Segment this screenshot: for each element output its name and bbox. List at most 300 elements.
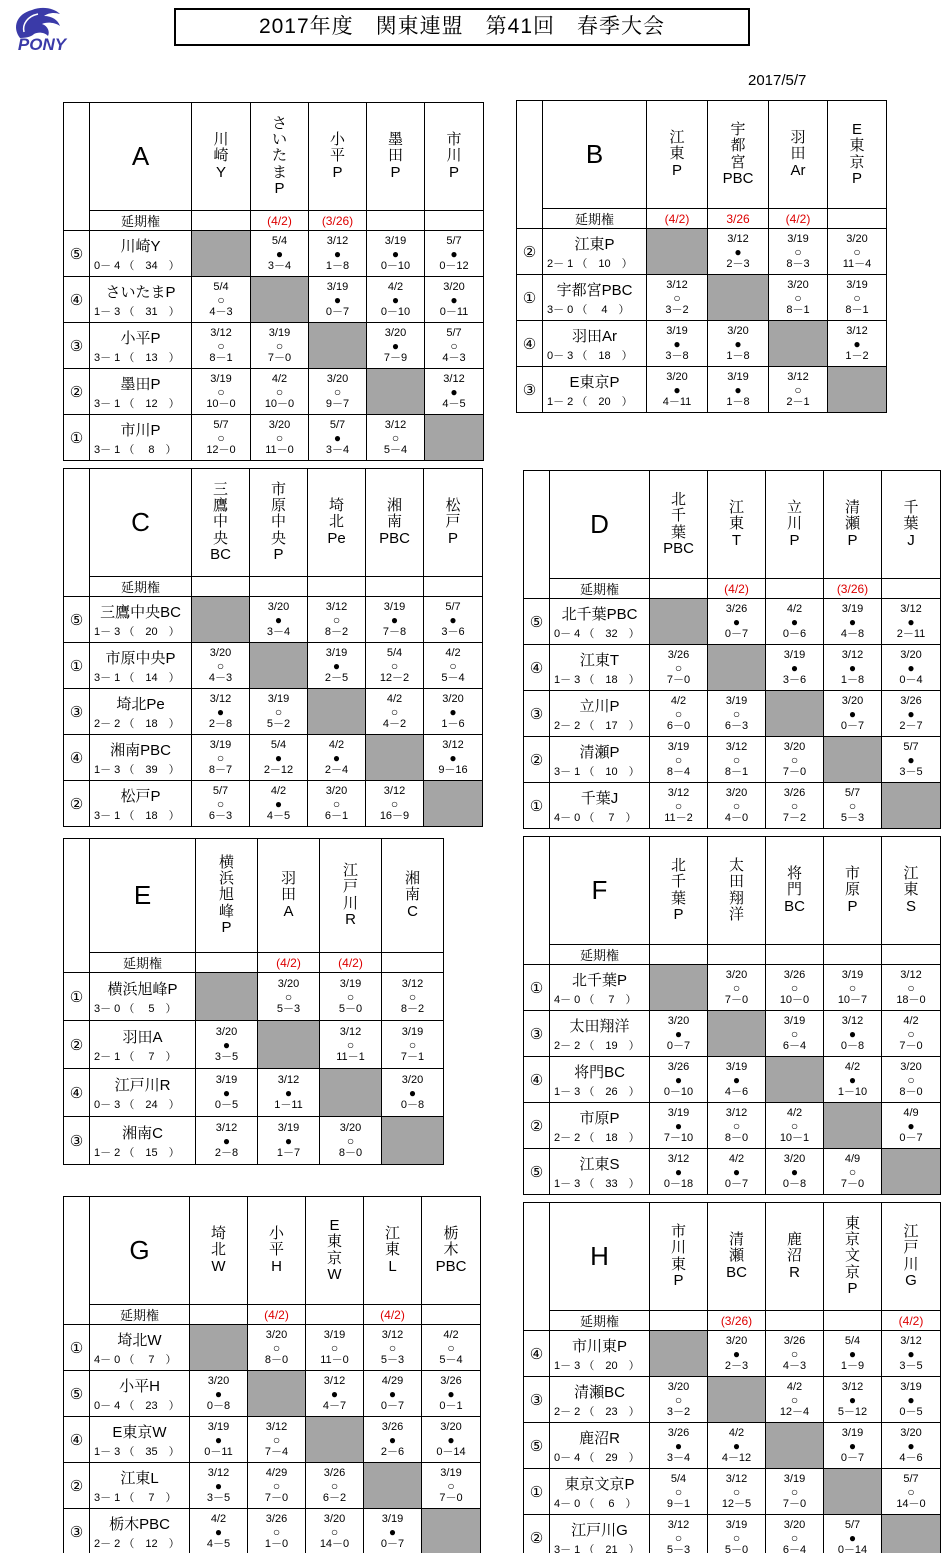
match-date: 3/19 <box>339 978 362 990</box>
match-score: 2－3 <box>726 257 750 270</box>
loss-mark: ● <box>732 1438 741 1453</box>
loss-mark: ● <box>907 706 915 721</box>
opponent-header <box>766 471 824 579</box>
match-date: 3/20 <box>900 649 922 661</box>
opponent-header <box>192 469 250 577</box>
match-score: 1－8 <box>840 673 865 686</box>
self-match-cell <box>824 1469 882 1515</box>
enki-row <box>64 953 444 973</box>
win-mark: ○ <box>272 1524 281 1539</box>
match-result <box>647 321 708 367</box>
self-match-cell <box>766 1423 824 1469</box>
win-mark: ○ <box>732 798 741 813</box>
win-mark: ○ <box>907 1072 915 1087</box>
match-date: 3/19 <box>783 1473 806 1485</box>
loss-mark: ● <box>216 704 225 719</box>
loss-mark: ● <box>388 1432 397 1447</box>
match-date: 3/26 <box>725 603 748 615</box>
self-match-cell <box>824 1103 882 1149</box>
match-result <box>824 1057 882 1103</box>
rank-mark: ④ <box>64 1069 90 1117</box>
loss-mark: ● <box>734 244 742 259</box>
self-match-cell <box>422 1509 481 1553</box>
enki-value <box>882 579 941 599</box>
self-match-cell <box>766 1057 824 1103</box>
match-score: 8－0 <box>338 1146 363 1159</box>
match-score: 4－3 <box>209 305 233 318</box>
team-record: 3－ 1 （ 10 ） <box>554 766 640 778</box>
match-date: 3/12 <box>384 419 407 431</box>
group-letter: H <box>550 1203 650 1311</box>
team-name: E東京P <box>569 374 620 391</box>
loss-mark: ● <box>848 614 857 629</box>
self-match-cell <box>824 737 882 783</box>
rank-mark: ③ <box>64 1509 90 1553</box>
match-score: 4－3 <box>442 351 466 364</box>
match-result <box>766 737 824 783</box>
team-row <box>524 1515 941 1553</box>
match-score: 16－9 <box>379 809 410 822</box>
match-date: 3/26 <box>323 1467 346 1479</box>
loss-mark: ● <box>447 1386 455 1401</box>
match-result <box>422 1325 481 1371</box>
match-score: 7－0 <box>782 765 807 778</box>
team-record: 2－ 1 （ 10 ） <box>547 258 633 270</box>
loss-mark: ● <box>907 1346 915 1361</box>
opponent-name: 宇 都 宮 PBC <box>722 121 754 187</box>
match-result <box>650 737 708 783</box>
match-score: 6－4 <box>782 1543 807 1553</box>
enki-value: (4/2) <box>882 1311 941 1331</box>
match-result <box>248 1509 306 1553</box>
team-row <box>517 321 887 367</box>
match-date: 3/12 <box>667 1153 690 1165</box>
team-record: 4－ 0 （ 6 ） <box>554 1498 637 1510</box>
match-score: 7－9 <box>383 351 408 364</box>
match-result <box>190 1371 248 1417</box>
match-score: 9－1 <box>666 1497 691 1510</box>
match-date: 3/19 <box>323 1329 346 1341</box>
match-date: 3/20 <box>215 1026 238 1038</box>
win-mark: ○ <box>853 244 861 259</box>
rank-mark: ② <box>64 1463 90 1509</box>
team-cell <box>550 783 650 829</box>
match-date: 3/19 <box>215 1074 238 1086</box>
match-result <box>425 369 484 415</box>
win-mark: ○ <box>330 1340 339 1355</box>
match-result <box>251 323 309 369</box>
win-mark: ○ <box>673 290 681 305</box>
header-row <box>64 839 444 953</box>
match-score: 0－10 <box>380 305 411 318</box>
match-date: 3/26 <box>667 1427 690 1439</box>
team-name: 江東T <box>579 652 620 669</box>
team-name: 羽田A <box>122 1029 163 1046</box>
blank-cell <box>524 837 550 965</box>
enki-row <box>64 577 483 597</box>
match-score: 14－0 <box>319 1537 350 1550</box>
match-result <box>708 229 769 275</box>
team-record: 4－ 0 （ 7 ） <box>554 812 637 824</box>
opponent-name: さ い た ま P <box>271 115 287 197</box>
team-record: 1－ 3 （ 33 ） <box>554 1178 640 1190</box>
rank-mark: ① <box>524 965 550 1011</box>
match-date: 4/2 <box>670 695 687 707</box>
match-score: 11－0 <box>320 1353 349 1366</box>
opponent-header <box>766 1203 824 1311</box>
match-score: 12－2 <box>379 671 410 684</box>
match-date: 3/20 <box>783 1153 806 1165</box>
opponent-name: 江 戸 川 R <box>342 862 358 928</box>
win-mark: ○ <box>790 1530 799 1545</box>
loss-mark: ● <box>284 1085 293 1100</box>
opponent-header <box>190 1197 248 1305</box>
match-date: 4/2 <box>728 1153 745 1165</box>
match-score: 12－5 <box>721 1497 752 1510</box>
match-score: 11－1 <box>336 1050 365 1063</box>
team-name: 江東L <box>120 1470 159 1487</box>
enki-label: 延期権 <box>90 577 192 597</box>
match-date: 5/7 <box>844 787 861 799</box>
team-name: 江戸川R <box>114 1077 171 1094</box>
opponent-header <box>708 101 769 209</box>
match-score: 0－7 <box>380 1399 405 1412</box>
self-match-cell <box>882 1515 941 1553</box>
group-letter: F <box>550 837 650 945</box>
team-cell <box>90 1371 190 1417</box>
match-result <box>766 1515 824 1553</box>
match-score: 4－11 <box>662 395 692 408</box>
match-score: 1－8 <box>325 259 350 272</box>
match-date: 3/26 <box>667 649 690 661</box>
loss-mark: ● <box>790 660 799 675</box>
match-score: 5－3 <box>276 1002 301 1015</box>
match-result <box>192 277 251 323</box>
win-mark: ○ <box>853 290 861 305</box>
win-mark: ○ <box>907 1484 915 1499</box>
win-mark: ○ <box>732 980 741 995</box>
team-record: 2－ 1 （ 7 ） <box>94 1051 177 1063</box>
match-date: 3/26 <box>381 1421 404 1433</box>
self-match-cell <box>309 323 367 369</box>
match-score: 8－7 <box>208 763 233 776</box>
match-result <box>828 229 887 275</box>
team-cell <box>550 1149 650 1195</box>
match-score: 2－4 <box>324 763 349 776</box>
match-date: 3/19 <box>277 1122 300 1134</box>
opponent-name: 湘 南 C <box>404 870 420 920</box>
team-record: 2－ 2 （ 23 ） <box>554 1406 640 1418</box>
match-score: 7－0 <box>899 1039 923 1052</box>
team-name: 将門BC <box>574 1064 625 1081</box>
match-result <box>422 1417 481 1463</box>
match-score: 0－14 <box>837 1543 868 1553</box>
match-date: 3/20 <box>725 1335 748 1347</box>
group-letter: A <box>90 103 192 211</box>
match-score: 7－0 <box>782 1497 807 1510</box>
loss-mark: ● <box>907 1118 915 1133</box>
match-score: 10－0 <box>264 397 295 410</box>
blank-cell <box>64 839 90 973</box>
win-mark: ○ <box>907 1026 915 1041</box>
match-score: 2－3 <box>724 1359 749 1372</box>
team-record: 0－ 4 （ 23 ） <box>94 1400 180 1412</box>
match-score: 3－5 <box>899 765 923 778</box>
team-name: 湘南C <box>122 1125 163 1142</box>
team-cell <box>90 1021 196 1069</box>
loss-mark: ● <box>274 796 283 811</box>
enki-label: 延期権 <box>550 1311 650 1331</box>
match-score: 4－3 <box>208 671 233 684</box>
match-score: 10－0 <box>779 993 810 1006</box>
match-result <box>251 369 309 415</box>
header-row <box>64 103 484 211</box>
opponent-header <box>251 103 309 211</box>
win-mark: ○ <box>275 338 284 353</box>
rank-mark: ⑤ <box>64 597 90 643</box>
opponent-name: 埼 北 Pe <box>327 497 346 547</box>
match-score: 1－8 <box>726 395 750 408</box>
standings-table <box>63 838 444 1165</box>
opponent-header <box>882 1203 941 1311</box>
match-score: 7－0 <box>439 1491 463 1504</box>
match-result <box>196 1117 258 1165</box>
win-mark: ○ <box>216 796 225 811</box>
match-score: 8－1 <box>786 303 810 316</box>
win-mark: ○ <box>275 384 284 399</box>
team-name: 墨田P <box>120 376 161 393</box>
match-result <box>320 1021 382 1069</box>
group-g-table <box>63 1196 481 1553</box>
group-letter: B <box>543 101 647 209</box>
team-record: 1－ 2 （ 20 ） <box>547 396 633 408</box>
match-result <box>192 369 251 415</box>
match-score: 0－11 <box>439 305 469 318</box>
opponent-name: 羽 田 A <box>280 870 296 920</box>
opponent-header <box>650 837 708 945</box>
self-match-cell <box>364 1463 422 1509</box>
team-row <box>64 1371 481 1417</box>
match-score: 6－0 <box>666 719 691 732</box>
match-score: 4－8 <box>840 627 865 640</box>
match-score: 3－6 <box>782 673 807 686</box>
match-score: 0－7 <box>899 1131 923 1144</box>
match-date: 4/2 <box>786 1107 803 1119</box>
team-name: 千葉J <box>580 790 619 807</box>
opponent-name: 墨 田 P <box>387 131 403 181</box>
match-result <box>364 1417 422 1463</box>
team-cell <box>550 1011 650 1057</box>
match-date: 3/26 <box>783 969 806 981</box>
match-result <box>382 1021 444 1069</box>
team-cell <box>90 1117 196 1165</box>
match-result <box>366 781 424 827</box>
team-cell <box>550 599 650 645</box>
match-score: 0－7 <box>666 1039 691 1052</box>
team-record: 1－ 2 （ 15 ） <box>94 1147 180 1159</box>
team-record: 2－ 2 （ 18 ） <box>94 718 180 730</box>
opponent-header <box>320 839 382 953</box>
win-mark: ○ <box>332 612 341 627</box>
self-match-cell <box>882 783 941 829</box>
match-result <box>766 1149 824 1195</box>
match-date: 5/7 <box>445 601 461 613</box>
enki-row <box>524 1311 941 1331</box>
opponent-header <box>824 837 882 945</box>
opponent-name: 三 鷹 中 央 BC <box>210 481 231 563</box>
match-score: 4－7 <box>322 1399 347 1412</box>
match-result <box>708 321 769 367</box>
team-row <box>524 783 941 829</box>
team-row <box>517 229 887 275</box>
match-score: 1－0 <box>264 1537 289 1550</box>
team-row <box>517 367 887 413</box>
win-mark: ○ <box>330 1524 339 1539</box>
match-date: 3/26 <box>783 1335 806 1347</box>
match-result <box>190 1417 248 1463</box>
opponent-header <box>248 1197 306 1305</box>
match-score: 7－0 <box>267 351 292 364</box>
enki-value: (3/26) <box>708 1311 766 1331</box>
team-cell <box>90 689 192 735</box>
opponent-name: 松 戸 P <box>445 497 461 547</box>
team-name: 江東P <box>574 236 615 253</box>
rank-mark: ⑤ <box>524 599 550 645</box>
self-match-cell <box>424 781 483 827</box>
team-name: 羽田Ar <box>571 328 617 345</box>
opponent-header <box>308 469 366 577</box>
loss-mark: ● <box>853 336 861 351</box>
team-name: 市原P <box>579 1110 620 1127</box>
win-mark: ○ <box>447 1340 455 1355</box>
win-mark: ○ <box>907 980 915 995</box>
team-name: さいたまP <box>105 284 176 301</box>
match-date: 3/20 <box>666 371 688 383</box>
enki-value <box>306 1305 364 1325</box>
enki-row <box>64 1305 481 1325</box>
match-result <box>192 735 250 781</box>
match-score: 4－6 <box>724 1085 749 1098</box>
loss-mark: ● <box>449 612 457 627</box>
self-match-cell <box>650 599 708 645</box>
enki-row <box>524 579 941 599</box>
rank-mark: ① <box>64 643 90 689</box>
win-mark: ○ <box>732 1484 741 1499</box>
team-record: 2－ 2 （ 17 ） <box>554 720 640 732</box>
match-score: 2－8 <box>214 1146 239 1159</box>
opponent-header <box>650 471 708 579</box>
match-result <box>708 599 766 645</box>
match-date: 4/9 <box>903 1107 919 1119</box>
self-match-cell <box>708 1377 766 1423</box>
team-cell <box>90 735 192 781</box>
rank-mark: ① <box>524 783 550 829</box>
match-result <box>250 781 308 827</box>
team-cell <box>550 691 650 737</box>
match-score: 4－12 <box>721 1451 752 1464</box>
enki-label: 延期権 <box>543 209 647 229</box>
loss-mark: ● <box>214 1432 223 1447</box>
opponent-header <box>367 103 425 211</box>
group-h-table <box>523 1202 941 1553</box>
loss-mark: ● <box>674 1072 683 1087</box>
match-score: 2－8 <box>208 717 233 730</box>
rank-mark: ② <box>64 369 90 415</box>
opponent-name: 太 田 翔 洋 <box>728 857 744 923</box>
match-score: 0－6 <box>782 627 807 640</box>
match-score: 8－0 <box>264 1353 289 1366</box>
team-name: 市川東P <box>571 1338 627 1355</box>
win-mark: ○ <box>217 430 225 445</box>
self-match-cell <box>196 973 258 1021</box>
rank-mark: ④ <box>64 1417 90 1463</box>
match-result <box>425 323 484 369</box>
team-row <box>524 645 941 691</box>
match-result <box>769 275 828 321</box>
enki-value <box>308 577 366 597</box>
loss-mark: ● <box>332 658 341 673</box>
team-name: 宇都宮PBC <box>556 282 633 299</box>
rank-mark: ④ <box>64 277 90 323</box>
team-record: 1－ 3 （ 20 ） <box>94 626 180 638</box>
match-result <box>367 323 425 369</box>
team-row <box>524 1423 941 1469</box>
win-mark: ○ <box>330 1478 339 1493</box>
match-score: 4－0 <box>724 811 749 824</box>
match-result <box>766 645 824 691</box>
enki-label: 延期権 <box>90 211 192 231</box>
group-letter: G <box>90 1197 190 1305</box>
team-record: 0－ 3 （ 18 ） <box>547 350 633 362</box>
win-mark: ○ <box>333 384 342 399</box>
match-result <box>196 1069 258 1117</box>
win-mark: ○ <box>794 382 802 397</box>
win-mark: ○ <box>732 1530 741 1545</box>
opponent-header <box>828 101 887 209</box>
rank-mark: ③ <box>64 1117 90 1165</box>
match-score: 0－8 <box>782 1177 807 1190</box>
match-result <box>650 783 708 829</box>
team-name: 北千葉PBC <box>561 606 638 623</box>
match-date: 3/20 <box>325 785 348 797</box>
match-score: 7－8 <box>382 625 407 638</box>
match-score: 11－4 <box>842 257 872 270</box>
team-record: 0－ 3 （ 24 ） <box>94 1099 180 1111</box>
match-result <box>306 1509 364 1553</box>
rank-mark: ④ <box>524 645 550 691</box>
opponent-name: 清 瀬 P <box>844 499 860 549</box>
match-date: 4/9 <box>844 1153 861 1165</box>
match-result <box>824 1423 882 1469</box>
match-date: 3/12 <box>265 1421 288 1433</box>
team-cell <box>90 323 192 369</box>
match-score: 7－4 <box>264 1445 289 1458</box>
team-record: 3－ 1 （ 12 ） <box>94 398 180 410</box>
match-date: 3/12 <box>442 739 464 751</box>
match-result <box>650 1011 708 1057</box>
win-mark: ○ <box>790 1484 799 1499</box>
match-score: 5－0 <box>338 1002 363 1015</box>
loss-mark: ● <box>848 1392 857 1407</box>
match-result <box>366 689 424 735</box>
team-row <box>524 1331 941 1377</box>
team-cell <box>90 643 192 689</box>
win-mark: ○ <box>408 1037 417 1052</box>
win-mark: ○ <box>790 1392 799 1407</box>
team-cell <box>550 1103 650 1149</box>
match-score: 6－1 <box>324 809 349 822</box>
match-date: 3/20 <box>667 1381 690 1393</box>
